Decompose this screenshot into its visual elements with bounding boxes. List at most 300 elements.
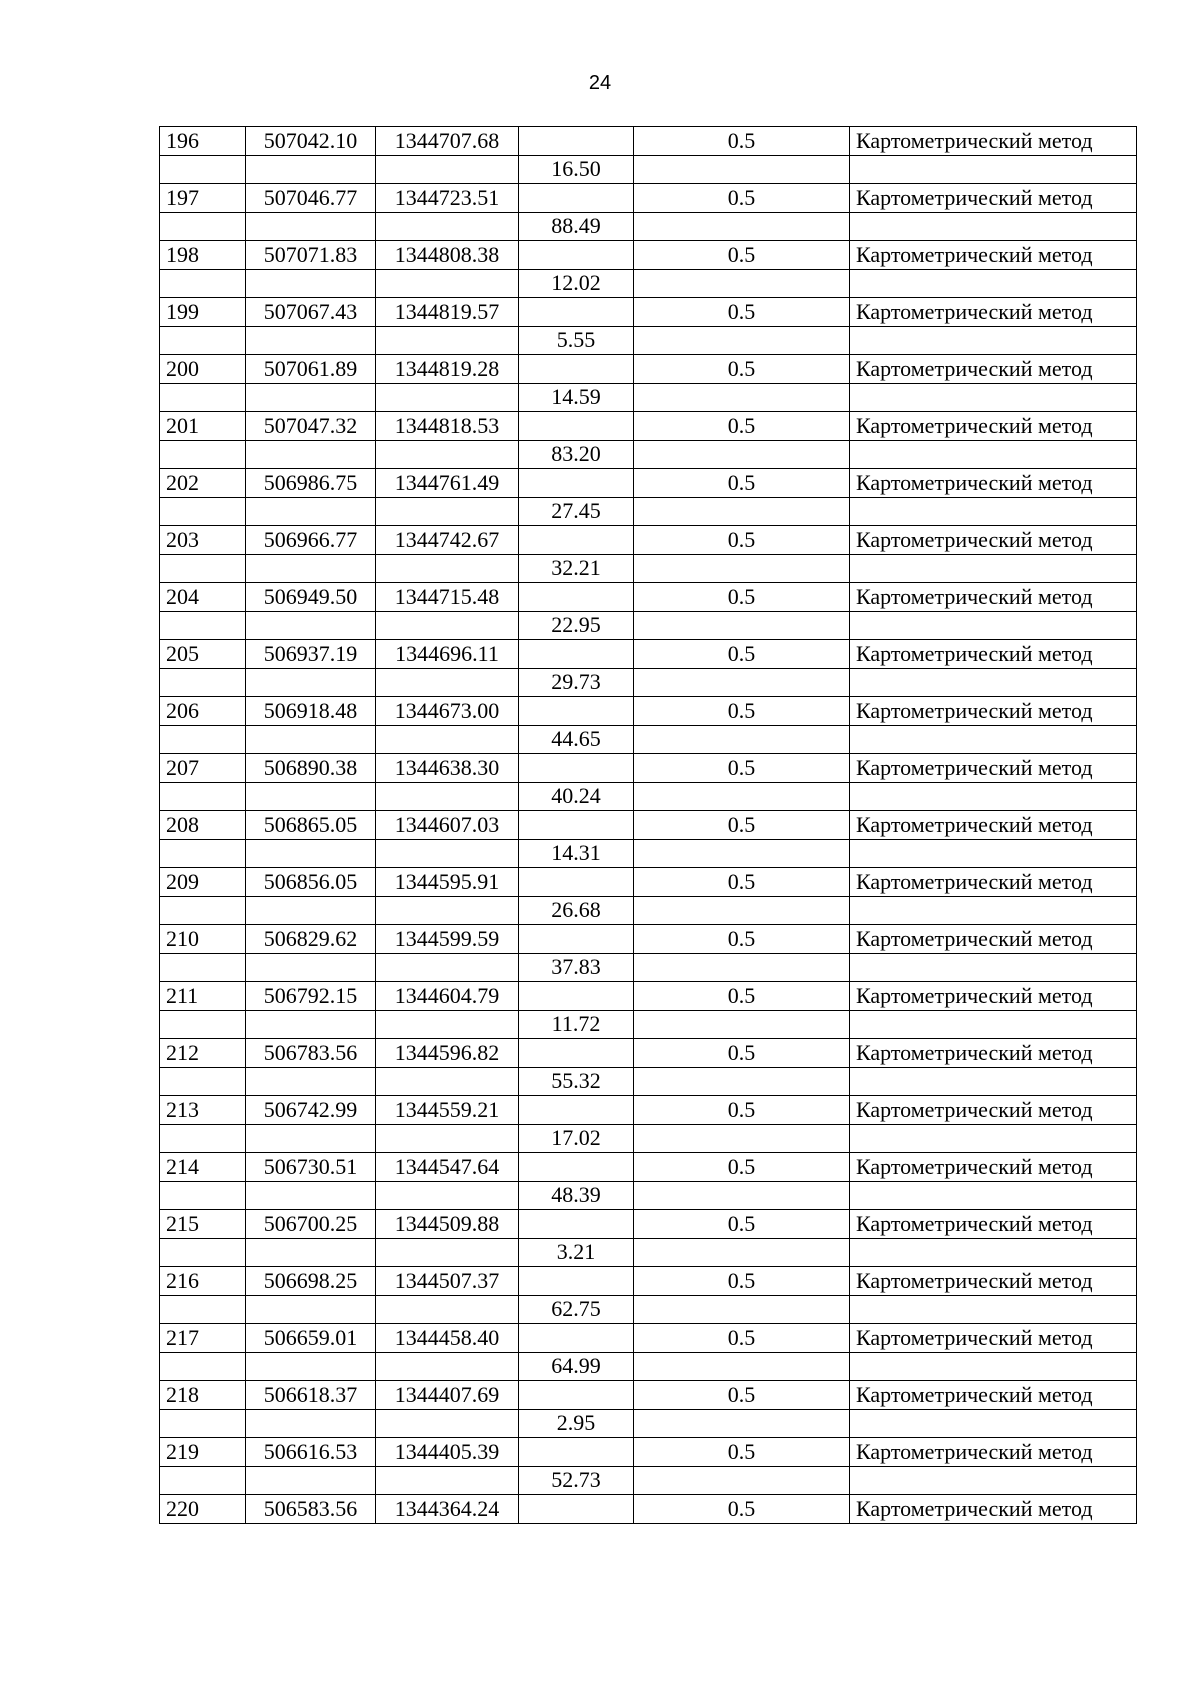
empty-cell	[160, 839, 246, 868]
empty-cell	[160, 668, 246, 697]
distance-row	[160, 383, 1137, 412]
x-coordinate-cell: 506829.62	[246, 925, 376, 954]
point-number-cell: 198	[160, 241, 246, 270]
accuracy-cell: 0.5	[634, 469, 850, 498]
empty-cell	[376, 725, 519, 754]
empty-cell	[850, 1409, 1137, 1438]
x-coordinate-cell: 506730.51	[246, 1153, 376, 1182]
empty-cell	[160, 440, 246, 469]
empty-cell	[850, 1352, 1137, 1381]
distance-cell: 17.02	[519, 1124, 634, 1153]
empty-cell	[376, 1010, 519, 1039]
empty-cell	[246, 440, 376, 469]
point-number-cell: 197	[160, 184, 246, 213]
point-number-cell: 215	[160, 1210, 246, 1239]
y-coordinate-cell: 1344596.82	[376, 1039, 519, 1068]
empty-cell	[519, 1438, 634, 1467]
empty-cell	[850, 1295, 1137, 1324]
distance-cell: 52.73	[519, 1466, 634, 1495]
y-coordinate-cell: 1344638.30	[376, 754, 519, 783]
table-row	[160, 697, 1137, 726]
empty-cell	[160, 1295, 246, 1324]
method-cell: Картометрический метод	[850, 1267, 1137, 1296]
distance-cell: 29.73	[519, 668, 634, 697]
accuracy-cell: 0.5	[634, 355, 850, 384]
distance-row	[160, 1181, 1137, 1210]
empty-cell	[519, 526, 634, 555]
accuracy-cell: 0.5	[634, 583, 850, 612]
distance-row	[160, 1010, 1137, 1039]
empty-cell	[519, 982, 634, 1011]
distance-cell: 55.32	[519, 1067, 634, 1096]
y-coordinate-cell: 1344509.88	[376, 1210, 519, 1239]
method-cell: Картометрический метод	[850, 1381, 1137, 1410]
table-row	[160, 982, 1137, 1011]
empty-cell	[376, 896, 519, 925]
empty-cell	[634, 782, 850, 811]
table-row	[160, 1438, 1137, 1467]
point-number-cell: 206	[160, 697, 246, 726]
x-coordinate-cell: 506783.56	[246, 1039, 376, 1068]
empty-cell	[634, 1409, 850, 1438]
empty-cell	[519, 1267, 634, 1296]
empty-cell	[634, 1352, 850, 1381]
method-cell: Картометрический метод	[850, 640, 1137, 669]
distance-row	[160, 953, 1137, 982]
coordinates-table-body	[160, 127, 1137, 1524]
empty-cell	[850, 554, 1137, 583]
table-row	[160, 1267, 1137, 1296]
coordinates-table	[159, 126, 1137, 1524]
empty-cell	[850, 611, 1137, 640]
x-coordinate-cell: 506583.56	[246, 1495, 376, 1524]
empty-cell	[160, 1238, 246, 1267]
empty-cell	[160, 611, 246, 640]
empty-cell	[850, 1466, 1137, 1495]
empty-cell	[634, 326, 850, 355]
x-coordinate-cell: 507047.32	[246, 412, 376, 441]
empty-cell	[246, 212, 376, 241]
empty-cell	[376, 554, 519, 583]
method-cell: Картометрический метод	[850, 298, 1137, 327]
method-cell: Картометрический метод	[850, 469, 1137, 498]
distance-row	[160, 611, 1137, 640]
method-cell: Картометрический метод	[850, 526, 1137, 555]
distance-row	[160, 326, 1137, 355]
empty-cell	[246, 725, 376, 754]
accuracy-cell: 0.5	[634, 298, 850, 327]
empty-cell	[519, 1324, 634, 1353]
empty-cell	[519, 298, 634, 327]
empty-cell	[634, 155, 850, 184]
empty-cell	[850, 1124, 1137, 1153]
table-row	[160, 412, 1137, 441]
method-cell: Картометрический метод	[850, 1153, 1137, 1182]
y-coordinate-cell: 1344707.68	[376, 127, 519, 156]
method-cell: Картометрический метод	[850, 1210, 1137, 1239]
distance-cell: 3.21	[519, 1238, 634, 1267]
method-cell: Картометрический метод	[850, 412, 1137, 441]
table-row	[160, 640, 1137, 669]
distance-row	[160, 440, 1137, 469]
empty-cell	[850, 440, 1137, 469]
empty-cell	[376, 1352, 519, 1381]
empty-cell	[519, 184, 634, 213]
distance-cell: 22.95	[519, 611, 634, 640]
y-coordinate-cell: 1344818.53	[376, 412, 519, 441]
empty-cell	[519, 1153, 634, 1182]
empty-cell	[519, 1096, 634, 1125]
empty-cell	[634, 725, 850, 754]
point-number-cell: 205	[160, 640, 246, 669]
empty-cell	[246, 497, 376, 526]
y-coordinate-cell: 1344407.69	[376, 1381, 519, 1410]
point-number-cell: 210	[160, 925, 246, 954]
x-coordinate-cell: 506966.77	[246, 526, 376, 555]
empty-cell	[376, 839, 519, 868]
empty-cell	[376, 1124, 519, 1153]
empty-cell	[246, 326, 376, 355]
accuracy-cell: 0.5	[634, 1438, 850, 1467]
empty-cell	[850, 497, 1137, 526]
distance-row	[160, 839, 1137, 868]
y-coordinate-cell: 1344715.48	[376, 583, 519, 612]
empty-cell	[160, 554, 246, 583]
accuracy-cell: 0.5	[634, 184, 850, 213]
table-row	[160, 868, 1137, 897]
empty-cell	[246, 554, 376, 583]
empty-cell	[246, 269, 376, 298]
empty-cell	[160, 725, 246, 754]
method-cell: Картометрический метод	[850, 127, 1137, 156]
distance-cell: 27.45	[519, 497, 634, 526]
point-number-cell: 220	[160, 1495, 246, 1524]
x-coordinate-cell: 506865.05	[246, 811, 376, 840]
method-cell: Картометрический метод	[850, 1096, 1137, 1125]
empty-cell	[519, 868, 634, 897]
accuracy-cell: 0.5	[634, 697, 850, 726]
empty-cell	[519, 1039, 634, 1068]
empty-cell	[160, 953, 246, 982]
empty-cell	[246, 1181, 376, 1210]
accuracy-cell: 0.5	[634, 1153, 850, 1182]
table-row	[160, 754, 1137, 783]
empty-cell	[634, 1067, 850, 1096]
table-row	[160, 469, 1137, 498]
empty-cell	[376, 1181, 519, 1210]
y-coordinate-cell: 1344559.21	[376, 1096, 519, 1125]
method-cell: Картометрический метод	[850, 583, 1137, 612]
method-cell: Картометрический метод	[850, 1039, 1137, 1068]
empty-cell	[246, 155, 376, 184]
accuracy-cell: 0.5	[634, 640, 850, 669]
distance-cell: 14.59	[519, 383, 634, 412]
empty-cell	[519, 1210, 634, 1239]
y-coordinate-cell: 1344599.59	[376, 925, 519, 954]
empty-cell	[519, 640, 634, 669]
empty-cell	[634, 953, 850, 982]
accuracy-cell: 0.5	[634, 925, 850, 954]
y-coordinate-cell: 1344604.79	[376, 982, 519, 1011]
accuracy-cell: 0.5	[634, 1381, 850, 1410]
empty-cell	[850, 668, 1137, 697]
y-coordinate-cell: 1344547.64	[376, 1153, 519, 1182]
empty-cell	[246, 1238, 376, 1267]
distance-cell: 5.55	[519, 326, 634, 355]
x-coordinate-cell: 506918.48	[246, 697, 376, 726]
x-coordinate-cell: 506618.37	[246, 1381, 376, 1410]
empty-cell	[634, 1295, 850, 1324]
empty-cell	[850, 383, 1137, 412]
y-coordinate-cell: 1344808.38	[376, 241, 519, 270]
x-coordinate-cell: 506890.38	[246, 754, 376, 783]
accuracy-cell: 0.5	[634, 1096, 850, 1125]
distance-row	[160, 1067, 1137, 1096]
empty-cell	[246, 383, 376, 412]
table-row	[160, 925, 1137, 954]
empty-cell	[376, 1466, 519, 1495]
x-coordinate-cell: 506742.99	[246, 1096, 376, 1125]
distance-cell: 62.75	[519, 1295, 634, 1324]
empty-cell	[160, 1409, 246, 1438]
page-number: 24	[588, 72, 612, 94]
distance-cell: 32.21	[519, 554, 634, 583]
accuracy-cell: 0.5	[634, 868, 850, 897]
accuracy-cell: 0.5	[634, 1267, 850, 1296]
y-coordinate-cell: 1344458.40	[376, 1324, 519, 1353]
empty-cell	[160, 1352, 246, 1381]
table-row	[160, 811, 1137, 840]
empty-cell	[850, 155, 1137, 184]
empty-cell	[246, 1067, 376, 1096]
empty-cell	[519, 241, 634, 270]
empty-cell	[519, 925, 634, 954]
empty-cell	[850, 1238, 1137, 1267]
accuracy-cell: 0.5	[634, 1324, 850, 1353]
y-coordinate-cell: 1344819.28	[376, 355, 519, 384]
x-coordinate-cell: 507067.43	[246, 298, 376, 327]
empty-cell	[246, 896, 376, 925]
distance-row	[160, 1466, 1137, 1495]
distance-cell: 37.83	[519, 953, 634, 982]
empty-cell	[376, 497, 519, 526]
distance-cell: 48.39	[519, 1181, 634, 1210]
accuracy-cell: 0.5	[634, 1039, 850, 1068]
distance-row	[160, 1352, 1137, 1381]
empty-cell	[519, 469, 634, 498]
empty-cell	[376, 326, 519, 355]
distance-cell: 12.02	[519, 269, 634, 298]
empty-cell	[519, 811, 634, 840]
x-coordinate-cell: 506986.75	[246, 469, 376, 498]
empty-cell	[519, 412, 634, 441]
accuracy-cell: 0.5	[634, 1210, 850, 1239]
point-number-cell: 212	[160, 1039, 246, 1068]
table-row	[160, 355, 1137, 384]
empty-cell	[376, 1238, 519, 1267]
empty-cell	[634, 269, 850, 298]
accuracy-cell: 0.5	[634, 127, 850, 156]
point-number-cell: 196	[160, 127, 246, 156]
distance-row	[160, 1238, 1137, 1267]
distance-row	[160, 668, 1137, 697]
method-cell: Картометрический метод	[850, 1495, 1137, 1524]
empty-cell	[376, 668, 519, 697]
method-cell: Картометрический метод	[850, 1324, 1137, 1353]
distance-cell: 44.65	[519, 725, 634, 754]
table-row	[160, 241, 1137, 270]
distance-row	[160, 497, 1137, 526]
method-cell: Картометрический метод	[850, 241, 1137, 270]
table-row	[160, 1324, 1137, 1353]
distance-cell: 11.72	[519, 1010, 634, 1039]
table-row	[160, 127, 1137, 156]
point-number-cell: 211	[160, 982, 246, 1011]
point-number-cell: 214	[160, 1153, 246, 1182]
x-coordinate-cell: 507046.77	[246, 184, 376, 213]
table-row	[160, 526, 1137, 555]
empty-cell	[634, 839, 850, 868]
empty-cell	[850, 269, 1137, 298]
empty-cell	[519, 697, 634, 726]
distance-row	[160, 1124, 1137, 1153]
empty-cell	[850, 1181, 1137, 1210]
distance-row	[160, 155, 1137, 184]
empty-cell	[246, 839, 376, 868]
empty-cell	[376, 212, 519, 241]
x-coordinate-cell: 506792.15	[246, 982, 376, 1011]
y-coordinate-cell: 1344507.37	[376, 1267, 519, 1296]
method-cell: Картометрический метод	[850, 868, 1137, 897]
empty-cell	[246, 1010, 376, 1039]
y-coordinate-cell: 1344761.49	[376, 469, 519, 498]
empty-cell	[850, 839, 1137, 868]
point-number-cell: 218	[160, 1381, 246, 1410]
empty-cell	[160, 1466, 246, 1495]
table-row	[160, 1153, 1137, 1182]
empty-cell	[160, 1181, 246, 1210]
empty-cell	[634, 383, 850, 412]
empty-cell	[246, 1409, 376, 1438]
empty-cell	[160, 1067, 246, 1096]
empty-cell	[246, 1124, 376, 1153]
x-coordinate-cell: 507071.83	[246, 241, 376, 270]
distance-cell: 16.50	[519, 155, 634, 184]
method-cell: Картометрический метод	[850, 355, 1137, 384]
empty-cell	[246, 1295, 376, 1324]
point-number-cell: 208	[160, 811, 246, 840]
x-coordinate-cell: 506616.53	[246, 1438, 376, 1467]
accuracy-cell: 0.5	[634, 1495, 850, 1524]
empty-cell	[246, 953, 376, 982]
empty-cell	[160, 1124, 246, 1153]
empty-cell	[634, 212, 850, 241]
distance-cell: 40.24	[519, 782, 634, 811]
x-coordinate-cell: 506659.01	[246, 1324, 376, 1353]
accuracy-cell: 0.5	[634, 811, 850, 840]
distance-cell: 64.99	[519, 1352, 634, 1381]
point-number-cell: 207	[160, 754, 246, 783]
y-coordinate-cell: 1344723.51	[376, 184, 519, 213]
point-number-cell: 201	[160, 412, 246, 441]
empty-cell	[246, 1466, 376, 1495]
empty-cell	[634, 668, 850, 697]
y-coordinate-cell: 1344742.67	[376, 526, 519, 555]
empty-cell	[634, 1181, 850, 1210]
empty-cell	[519, 754, 634, 783]
empty-cell	[850, 326, 1137, 355]
distance-row	[160, 212, 1137, 241]
point-number-cell: 216	[160, 1267, 246, 1296]
empty-cell	[850, 1067, 1137, 1096]
y-coordinate-cell: 1344696.11	[376, 640, 519, 669]
point-number-cell: 199	[160, 298, 246, 327]
empty-cell	[246, 1352, 376, 1381]
empty-cell	[160, 782, 246, 811]
x-coordinate-cell: 506856.05	[246, 868, 376, 897]
empty-cell	[376, 383, 519, 412]
empty-cell	[850, 782, 1137, 811]
empty-cell	[160, 896, 246, 925]
empty-cell	[634, 896, 850, 925]
point-number-cell: 217	[160, 1324, 246, 1353]
empty-cell	[850, 212, 1137, 241]
accuracy-cell: 0.5	[634, 412, 850, 441]
empty-cell	[634, 611, 850, 640]
empty-cell	[160, 1010, 246, 1039]
empty-cell	[246, 782, 376, 811]
y-coordinate-cell: 1344819.57	[376, 298, 519, 327]
y-coordinate-cell: 1344364.24	[376, 1495, 519, 1524]
empty-cell	[376, 1067, 519, 1096]
empty-cell	[376, 953, 519, 982]
empty-cell	[160, 326, 246, 355]
accuracy-cell: 0.5	[634, 241, 850, 270]
method-cell: Картометрический метод	[850, 184, 1137, 213]
empty-cell	[519, 1381, 634, 1410]
x-coordinate-cell: 507042.10	[246, 127, 376, 156]
empty-cell	[850, 896, 1137, 925]
table-row	[160, 1495, 1137, 1524]
distance-row	[160, 1409, 1137, 1438]
empty-cell	[160, 497, 246, 526]
empty-cell	[634, 1466, 850, 1495]
distance-cell: 2.95	[519, 1409, 634, 1438]
point-number-cell: 204	[160, 583, 246, 612]
x-coordinate-cell: 506937.19	[246, 640, 376, 669]
empty-cell	[634, 497, 850, 526]
distance-cell: 83.20	[519, 440, 634, 469]
empty-cell	[376, 782, 519, 811]
point-number-cell: 200	[160, 355, 246, 384]
empty-cell	[376, 155, 519, 184]
method-cell: Картометрический метод	[850, 754, 1137, 783]
empty-cell	[634, 1124, 850, 1153]
empty-cell	[519, 583, 634, 612]
empty-cell	[850, 953, 1137, 982]
table-row	[160, 1039, 1137, 1068]
table-row	[160, 1381, 1137, 1410]
empty-cell	[850, 725, 1137, 754]
table-row	[160, 1096, 1137, 1125]
distance-cell: 88.49	[519, 212, 634, 241]
empty-cell	[246, 611, 376, 640]
x-coordinate-cell: 506698.25	[246, 1267, 376, 1296]
x-coordinate-cell: 506700.25	[246, 1210, 376, 1239]
table-row	[160, 184, 1137, 213]
distance-cell: 14.31	[519, 839, 634, 868]
method-cell: Картометрический метод	[850, 697, 1137, 726]
